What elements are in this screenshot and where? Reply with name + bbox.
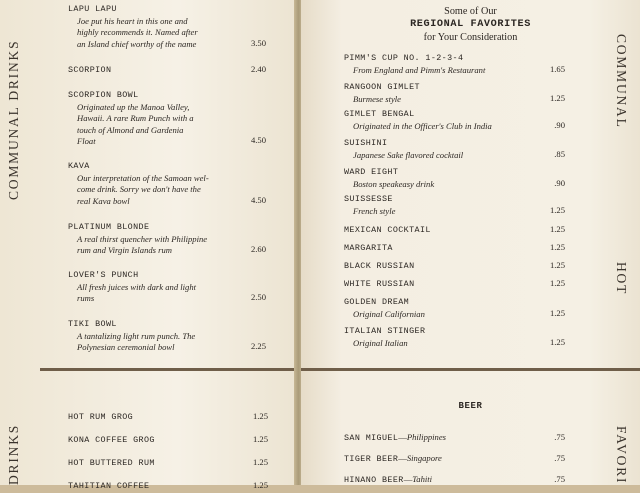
item-description: Boston speakeasy drink (353, 178, 435, 189)
item-name: TIGER BEER (344, 454, 399, 464)
item-description: rum and Virgin Islands rum (77, 245, 173, 256)
item-description: French style (353, 205, 396, 216)
menu-item (344, 278, 554, 291)
item-description: Float (77, 136, 96, 147)
menu-item (344, 137, 554, 161)
item-name: SAN MIGUEL (344, 433, 399, 443)
section-divider-right (301, 368, 640, 371)
right-page (301, 0, 640, 485)
item-origin: Tahiti (412, 474, 433, 484)
beer-title: BEER (458, 401, 483, 411)
item-price: .75 (554, 453, 565, 463)
item-name: ITALIAN STINGER (344, 326, 426, 336)
left-page (0, 0, 296, 491)
item-price: 3.50 (250, 37, 266, 48)
item-price: 1.25 (549, 92, 565, 103)
item-description: Joe put his heart in this one and (77, 15, 188, 26)
regional-header (301, 5, 640, 44)
beer-item: HINANO BEER—Tahiti (344, 474, 433, 485)
item-name: KAVA (68, 161, 90, 171)
item-price: .90 (554, 119, 565, 130)
item-price: 1.65 (549, 63, 565, 74)
item-price: 1.25 (252, 411, 268, 421)
hot-item-name (68, 411, 133, 424)
item-price: 1.25 (252, 457, 268, 467)
item-price: .90 (554, 177, 565, 188)
item-name: WHITE RUSSIAN (344, 279, 415, 289)
item-description: Polynesian ceremonial bowl (77, 342, 175, 353)
item-name: KONA COFFEE GROG (68, 435, 155, 445)
item-price: 2.50 (250, 292, 266, 303)
item-price: 4.50 (250, 135, 266, 146)
menu-item (344, 166, 554, 190)
item-price: 1.25 (549, 242, 565, 252)
item-name: SCORPION (68, 65, 112, 75)
item-name: TAHITIAN COFFEE (68, 481, 150, 491)
item-price: 2.25 (250, 341, 266, 352)
item-name: MEXICAN COCKTAIL (344, 225, 431, 235)
item-description: A tantalizing light rum punch. The (77, 330, 196, 341)
item-price: 1.25 (549, 307, 565, 318)
item-price: .85 (554, 148, 565, 159)
side-label-favorites-right: FAVORI (614, 426, 629, 485)
item-name: LAPU LAPU (68, 4, 117, 14)
item-description: Original Californian (353, 308, 425, 319)
item-name: PIMM'S CUP NO. 1-2-3-4 (344, 53, 464, 63)
hot-item-name (68, 480, 149, 493)
item-description: Our interpretation of the Samoan wel- (77, 172, 209, 183)
regional-header-title: REGIONAL FAVORITES (410, 19, 531, 30)
item-description: highly recommends it. Named after (77, 27, 198, 38)
item-price: 1.25 (549, 224, 565, 234)
menu-item (344, 224, 554, 237)
item-origin: Philippines (406, 432, 447, 442)
item-price: 1.25 (549, 278, 565, 288)
item-price: 1.25 (549, 336, 565, 347)
item-description: Hawaii. A rare Rum Punch with a (77, 113, 194, 124)
regional-header-line3: for Your Consideration (423, 32, 518, 43)
menu-item (344, 81, 554, 105)
menu-item (344, 260, 554, 273)
item-description: real Kava bowl (77, 195, 130, 206)
item-price: 1.25 (549, 260, 565, 270)
section-divider (40, 368, 296, 371)
item-name: WARD EIGHT (344, 167, 399, 177)
item-description: rums (77, 293, 95, 304)
item-name: PLATINUM BLONDE (68, 222, 150, 232)
item-description: Originated in the Officer's Club in India (353, 120, 492, 131)
item-description: Burmese style (353, 93, 401, 104)
item-price: 2.60 (250, 244, 266, 255)
item-origin: Singapore (406, 453, 442, 463)
item-price: 1.25 (549, 204, 565, 215)
side-label-communal-drinks: COMMUNAL DRINKS (6, 39, 21, 200)
item-price: 2.40 (250, 64, 266, 74)
item-description: Original Italian (353, 337, 408, 348)
regional-header-line1: Some of Our (444, 6, 497, 17)
item-price: 1.25 (252, 434, 268, 444)
item-description: come drink. Sorry we don't have the (77, 184, 201, 195)
item-description: touch of Almond and Gardenia (77, 124, 184, 135)
item-name: SCORPION BOWL (68, 90, 139, 100)
item-description: Japanese Sake flavored cocktail (353, 149, 464, 160)
item-price: .75 (554, 474, 565, 484)
item-price: 4.50 (250, 194, 266, 205)
side-label-hot-right: HOT (614, 262, 629, 296)
menu-item (344, 108, 554, 132)
item-name: SUISSESSE (344, 194, 393, 204)
menu-item (344, 193, 554, 217)
menu-item (344, 325, 554, 349)
item-name: HOT BUTTERED RUM (68, 458, 155, 468)
hot-item-name (68, 434, 155, 447)
item-name: HOT RUM GROG (68, 412, 134, 422)
menu-item (344, 52, 554, 76)
item-name: SUISHINI (344, 138, 388, 148)
item-price: 1.25 (252, 480, 268, 490)
item-description: From England and Pimm's Restaurant (353, 64, 486, 75)
item-name: HINANO BEER (344, 475, 404, 485)
item-description: A real thirst quencher with Philippine (77, 233, 208, 244)
item-description: an Island chief worthy of the name (77, 38, 197, 49)
beer-item: TIGER BEER—Singapore (344, 453, 442, 464)
hot-item-name (68, 457, 155, 470)
item-name: LOVER'S PUNCH (68, 270, 139, 280)
item-name: BLACK RUSSIAN (344, 261, 415, 271)
item-description: Originated up the Manoa Valley, (77, 101, 190, 112)
item-name: GIMLET BENGAL (344, 109, 415, 119)
item-name: TIKI BOWL (68, 319, 117, 329)
item-price: .75 (554, 432, 565, 442)
side-label-communal-right: COMMUNAL (614, 34, 629, 129)
menu-item (344, 242, 554, 255)
item-name: GOLDEN DREAM (344, 297, 410, 307)
menu-item (344, 296, 554, 320)
item-description: All fresh juices with dark and light (77, 281, 197, 292)
side-label-drinks: DRINKS (6, 423, 21, 485)
item-name: RANGOON GIMLET (344, 82, 420, 92)
beer-item: SAN MIGUEL—Philippines (344, 432, 447, 443)
item-name: MARGARITA (344, 243, 393, 253)
